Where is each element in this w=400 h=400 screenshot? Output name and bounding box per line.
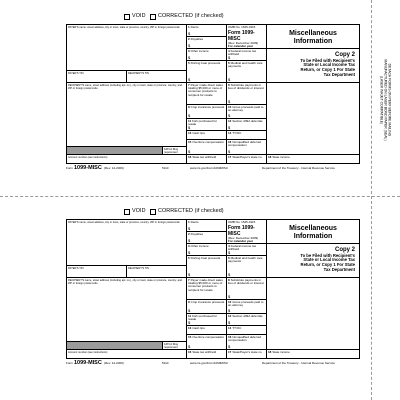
box-number: 2 (188, 37, 190, 41)
payer-tin-field[interactable] (67, 71, 127, 83)
payer-name-label: PAYER'S name, street address, city or town, state or province, country, ZIP or foreign postal code (68, 220, 180, 224)
box-number: 6 (228, 61, 230, 65)
dollar-sign: $ (188, 344, 191, 349)
box-number: 6 (228, 256, 230, 260)
form-revision: (Rev. December 2009) (228, 236, 259, 240)
recipient-name-label: RECIPIENT'S name, street address (including apt. no.), city or town, state or province, country, and ZIP or foreign postal code (68, 83, 182, 90)
dollar-sign: $ (188, 272, 191, 277)
box-11-fish[interactable] (187, 314, 227, 326)
dollar-sign: $ (228, 77, 231, 82)
box-number: 3 (188, 244, 190, 248)
omb-form-box (227, 25, 267, 49)
copy-block (267, 244, 359, 278)
right-blank (267, 278, 359, 350)
dollar-sign: $ (188, 250, 191, 255)
recipient-tin-field[interactable] (127, 71, 187, 83)
box-label: Payer made direct sales totaling $5,000 or more of consumer products to recipient for resale (188, 83, 223, 97)
box-number: 17 (228, 155, 232, 159)
box-label: State/Payer's state no. (232, 155, 263, 159)
dollar-sign: $ (228, 55, 231, 60)
box-7-direct-sales[interactable] (187, 83, 227, 105)
box-number: 16 (228, 335, 232, 339)
box-number: 12 (228, 119, 232, 123)
calendar-year-label: For calendar year (228, 44, 254, 49)
void-checkbox[interactable] (124, 209, 130, 215)
box-label: Section 409A deferrals (232, 119, 263, 123)
box-label: Crop insurance proceeds (190, 300, 225, 304)
dollar-sign: $ (228, 99, 231, 104)
box-label: Section 409A deferrals (232, 314, 263, 318)
payer-name-label: PAYER'S name, street address, city or town, state or province, country, ZIP or foreign postal code (68, 25, 180, 29)
box-label: Nonqualified deferred compensation (228, 335, 262, 342)
box-state-payer-no[interactable] (227, 350, 267, 359)
box-label: Medical and health care payments (228, 256, 263, 263)
dollar-sign: $ (188, 308, 191, 313)
box-label: Gross proceeds paid to an attorney (228, 300, 264, 307)
box-label: Federal income tax withheld (228, 49, 257, 56)
box-label: Substitute payments in lieu of dividends or interest (228, 83, 264, 90)
omb-number: OMB No. 1545-0115 (228, 25, 256, 29)
account-number-label: Account number (see instructions) (68, 155, 108, 159)
box-label: Fish purchased for resale (188, 314, 218, 321)
side-note-line1: DETACH FORMS ON PERF BEFORE MAILING (387, 63, 392, 137)
box-label: Royalties (190, 37, 204, 41)
side-note (378, 2, 392, 198)
box-4-federal-tax[interactable] (227, 49, 267, 61)
dollar-sign: $ (188, 320, 191, 325)
form-title-line1: Miscellaneous (289, 29, 337, 37)
box-label: Overtime compensation (192, 335, 225, 339)
side-note-line2: MANUFACTURED ON LASER BOND PAPER (SEAL) (383, 59, 388, 141)
recipient-name-label: RECIPIENT'S name, street address (including apt. no.), city or town, state or province, country, and ZIP or foreign postal code (68, 278, 182, 285)
box-6-medical[interactable] (227, 256, 267, 278)
form-header (66, 207, 360, 219)
box-label: Rents (190, 25, 199, 29)
dollar-sign: $ (188, 77, 191, 82)
right-blank (267, 83, 359, 155)
box-12-409a[interactable] (227, 314, 267, 326)
box-number: 7 (188, 83, 190, 87)
shaded-area (67, 147, 163, 155)
box-10-attorney[interactable] (227, 300, 267, 314)
form-copy-top (66, 12, 360, 176)
void-label: VOID (132, 13, 146, 20)
box-label: Fish purchased for resale (188, 119, 218, 126)
payer-name-field[interactable] (67, 220, 187, 266)
box-number: 4 (228, 49, 230, 53)
box-14-ttoc[interactable] (227, 131, 267, 140)
box-label: Rents (190, 220, 199, 224)
box-4-federal-tax[interactable] (227, 244, 267, 256)
void-label: VOID (132, 208, 146, 215)
footer-department: Department of the Treasury - Internal Revenue Service (262, 166, 335, 170)
void-checkbox[interactable] (124, 14, 130, 20)
dollar-sign: $ (188, 55, 191, 60)
recipient-tin-label: RECIPIENT'S TIN (128, 266, 149, 270)
fatca-field[interactable] (163, 147, 187, 155)
box-label: State tax withheld (192, 350, 217, 354)
footer-code: 5110 (162, 166, 169, 170)
box-label: Payer made direct sales totaling $5,000 or more of consumer products to recipient for resale (188, 278, 223, 292)
title-block (267, 220, 359, 244)
box-label: Fishing boat proceeds (190, 61, 221, 65)
vertical-perforation (371, 0, 372, 400)
box-number: 11 (188, 119, 192, 123)
box-label: State income (272, 350, 290, 354)
side-note-text (379, 59, 392, 140)
box-11-fish[interactable] (187, 119, 227, 131)
box-number: 1 (188, 220, 190, 224)
form-grid (66, 219, 360, 359)
dollar-sign: $ (228, 344, 231, 349)
footer-url: www.irs.gov/Form1099MISC (190, 166, 229, 170)
footer-form-label: Form (66, 166, 73, 170)
box-label: State/Payer's state no. (232, 350, 263, 354)
box-5-fishing[interactable] (187, 61, 227, 83)
title-block (267, 25, 359, 49)
form-title-line2: Information (293, 232, 333, 240)
side-note-line3: (LASER INKJET COMPATIBLE) (378, 75, 383, 125)
box-number: 5 (188, 256, 190, 260)
footer-form-number: 1099-MISC (74, 359, 102, 366)
box-16-nonqualified[interactable] (227, 335, 267, 350)
form-revision: (Rev. December 2009) (228, 41, 259, 45)
account-number-field[interactable] (67, 350, 187, 359)
form-name: Form 1099-MISC (228, 30, 255, 42)
form-copy-bottom (66, 207, 360, 371)
box-label: Cash tips (192, 131, 205, 135)
footer-revision: (Rev. 12-2009) (104, 166, 124, 170)
box-number: 18 (268, 350, 272, 354)
recipient-name-field[interactable] (67, 83, 187, 147)
box-number: 18 (268, 155, 272, 159)
box-13-cash-tips[interactable] (187, 326, 227, 335)
box-number: 14 (228, 131, 232, 135)
box-label: Overtime compensation (192, 140, 225, 144)
dollar-sign: $ (228, 113, 231, 118)
box-number: 11 (188, 314, 192, 318)
box-label: Other income (190, 49, 209, 53)
box-number: 13 (188, 326, 192, 330)
box-label: TT/OC (232, 131, 242, 135)
box-number: 15 (188, 140, 192, 144)
payer-tin-label: PAYER'S TIN (68, 266, 84, 270)
box-13-cash-tips[interactable] (187, 131, 227, 140)
dollar-sign: $ (228, 250, 231, 255)
box-3-other-income[interactable] (187, 49, 227, 61)
box-number: 16 (228, 140, 232, 144)
box-number: 8 (228, 83, 230, 87)
box-8-substitute-payments[interactable] (227, 278, 267, 300)
copy-title: Copy 2 (334, 246, 355, 253)
box-label: Other income (190, 244, 209, 248)
calendar-year-label: For calendar year (228, 239, 254, 244)
recipient-name-field[interactable] (67, 278, 187, 342)
dollar-sign: $ (188, 149, 191, 154)
box-state-tax-withheld[interactable] (187, 155, 227, 164)
form-name: Form 1099-MISC (228, 225, 255, 237)
payer-tin-label: PAYER'S TIN (68, 71, 84, 75)
box-label: Nonqualified deferred compensation (228, 140, 262, 147)
box-1-rents[interactable] (187, 220, 227, 232)
box-9-crop-insurance[interactable] (187, 105, 227, 119)
box-2-royalties[interactable] (187, 37, 227, 49)
dollar-sign: $ (228, 294, 231, 299)
fatca-field[interactable] (163, 342, 187, 350)
dollar-sign: $ (228, 272, 231, 277)
box-label: Cash tips (192, 326, 205, 330)
box-number: 10 (228, 105, 232, 109)
box-label: Crop insurance proceeds (190, 105, 225, 109)
recipient-tin-label: RECIPIENT'S TIN (128, 71, 149, 75)
box-16-nonqualified[interactable] (227, 140, 267, 155)
footer-form-number: 1099-MISC (74, 164, 102, 171)
box-2-royalties[interactable] (187, 232, 227, 244)
box-label: State income (272, 155, 290, 159)
copy-title: Copy 2 (334, 51, 355, 58)
horizontal-perforation (0, 196, 400, 197)
box-number: 2 (188, 232, 190, 236)
corrected-label: CORRECTED (if checked) (158, 13, 224, 20)
box-number: 16 (188, 350, 192, 354)
form-title-line2: Information (293, 37, 333, 45)
fatca-label: FATCA filing requirement (164, 147, 179, 154)
box-5-fishing[interactable] (187, 256, 227, 278)
box-number: 7 (188, 278, 190, 282)
dollar-sign: $ (228, 320, 231, 325)
box-number: 3 (188, 49, 190, 53)
dollar-sign: $ (228, 125, 231, 130)
copy-block (267, 49, 359, 83)
box-3-other-income[interactable] (187, 244, 227, 256)
dollar-sign: $ (188, 125, 191, 130)
shaded-area (67, 342, 163, 350)
box-label: TT/OC (232, 326, 242, 330)
box-12-409a[interactable] (227, 119, 267, 131)
dollar-sign: $ (228, 149, 231, 154)
box-number: 17 (228, 350, 232, 354)
box-number: 14 (228, 326, 232, 330)
box-state-payer-no[interactable] (227, 155, 267, 164)
box-number: 5 (188, 61, 190, 65)
footer-form-label: Form (66, 361, 73, 365)
fatca-label: FATCA filing requirement (164, 342, 179, 349)
box-number: 12 (228, 314, 232, 318)
box-8-substitute-payments[interactable] (227, 83, 267, 105)
form-grid (66, 24, 360, 164)
box-number: 4 (228, 244, 230, 248)
corrected-checkbox[interactable] (150, 14, 156, 20)
corrected-label: CORRECTED (if checked) (158, 208, 224, 215)
omb-form-box (227, 220, 267, 244)
box-6-medical[interactable] (227, 61, 267, 83)
dollar-sign: $ (228, 308, 231, 313)
account-number-field[interactable] (67, 155, 187, 164)
box-label: Federal income tax withheld (228, 244, 257, 251)
box-number: 1 (188, 25, 190, 29)
corrected-checkbox[interactable] (150, 209, 156, 215)
box-14-ttoc[interactable] (227, 326, 267, 335)
form-footer (66, 360, 360, 368)
box-state-tax-withheld[interactable] (187, 350, 227, 359)
box-number: 8 (228, 278, 230, 282)
box-number: 9 (188, 300, 190, 304)
copy-description: To be Filed with Recipient's State or Local Income Tax Return, or Copy 1 For State Tax Department (300, 252, 355, 272)
payer-name-field[interactable] (67, 25, 187, 71)
box-label: Substitute payments in lieu of dividends or interest (228, 278, 264, 285)
box-number: 16 (188, 155, 192, 159)
form-footer (66, 165, 360, 173)
box-state-income[interactable] (267, 350, 359, 359)
box-label: State tax withheld (192, 155, 217, 159)
dollar-sign: $ (188, 43, 191, 48)
box-1-rents[interactable] (187, 25, 227, 37)
footer-url: www.irs.gov/Form1099MISC (190, 361, 229, 365)
recipient-tin-field[interactable] (127, 266, 187, 278)
box-label: Royalties (190, 232, 204, 236)
dollar-sign: $ (188, 31, 191, 36)
account-number-label: Account number (see instructions) (68, 350, 108, 354)
box-15-overtime[interactable] (187, 335, 227, 350)
box-number: 10 (228, 300, 232, 304)
form-title-line1: Miscellaneous (289, 224, 337, 232)
box-10-attorney[interactable] (227, 105, 267, 119)
dollar-sign: $ (188, 113, 191, 118)
box-label: Fishing boat proceeds (190, 256, 221, 260)
dollar-sign: $ (188, 226, 191, 231)
footer-department: Department of the Treasury - Internal Revenue Service (262, 361, 335, 365)
box-9-crop-insurance[interactable] (187, 300, 227, 314)
box-number: 9 (188, 105, 190, 109)
box-number: 13 (188, 131, 192, 135)
payer-tin-field[interactable] (67, 266, 127, 278)
box-label: Medical and health care payments (228, 61, 263, 68)
box-15-overtime[interactable] (187, 140, 227, 155)
copy-description: To be Filed with Recipient's State or Local Income Tax Return, or Copy 1 For State Tax Department (300, 57, 355, 77)
footer-revision: (Rev. 12-2009) (104, 361, 124, 365)
box-7-direct-sales[interactable] (187, 278, 227, 300)
footer-code: 5110 (162, 361, 169, 365)
dollar-sign: $ (188, 238, 191, 243)
omb-number: OMB No. 1545-0115 (228, 220, 256, 224)
box-label: Gross proceeds paid to an attorney (228, 105, 264, 112)
box-state-income[interactable] (267, 155, 359, 164)
box-number: 15 (188, 335, 192, 339)
form-header (66, 12, 360, 24)
